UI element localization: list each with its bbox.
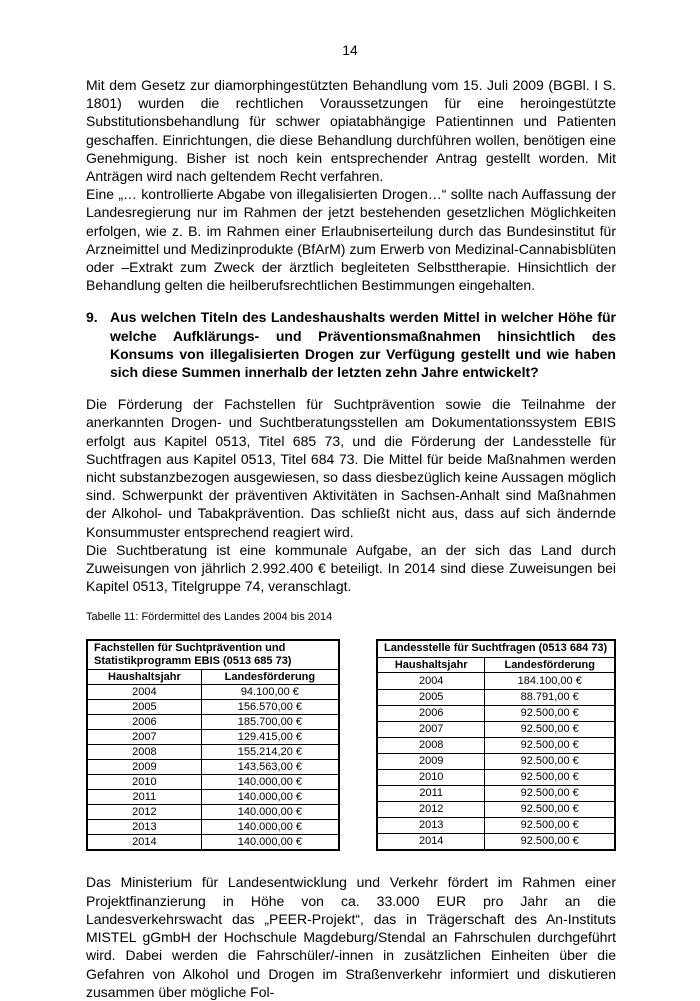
amount-cell: 94.100,00 € bbox=[201, 685, 339, 700]
amount-cell: 92.500,00 € bbox=[485, 802, 615, 818]
table-row bbox=[377, 689, 615, 705]
year-cell: 2009 bbox=[377, 753, 485, 769]
amount-cell: 92.500,00 € bbox=[485, 705, 615, 721]
table-row bbox=[377, 834, 615, 851]
table-row bbox=[377, 721, 615, 737]
year-cell: 2004 bbox=[377, 673, 485, 689]
amount-cell: 184.100,00 € bbox=[485, 673, 615, 689]
page-content bbox=[86, 76, 616, 1001]
year-cell: 2013 bbox=[87, 820, 201, 835]
amount-cell: 140.000,00 € bbox=[201, 775, 339, 790]
amount-cell: 140.000,00 € bbox=[201, 790, 339, 805]
amount-cell: 92.500,00 € bbox=[485, 786, 615, 802]
table-row bbox=[87, 745, 339, 760]
table-prevention-ebis bbox=[86, 639, 340, 851]
amount-cell: 92.500,00 € bbox=[485, 834, 615, 851]
amount-cell: 155.214,20 € bbox=[201, 745, 339, 760]
amount-cell: 129.415,00 € bbox=[201, 730, 339, 745]
year-cell: 2005 bbox=[377, 689, 485, 705]
answer-paragraph-counselling: Die Suchtberatung ist eine kommunale Aufgabe, an der sich das Land durch Zuweisungen von jährlich 2.992.400 € beteiligt. In 2014 sind diese Zuweisungen bei Kapitel 0513, Titelgruppe 74, veranschlagt. bbox=[86, 541, 616, 595]
year-cell: 2004 bbox=[87, 685, 201, 700]
column-header-year: Haushaltsjahr bbox=[87, 670, 201, 685]
amount-cell: 140.000,00 € bbox=[201, 835, 339, 851]
table-row bbox=[87, 685, 339, 700]
year-cell: 2013 bbox=[377, 818, 485, 834]
paragraph-controlled-distribution: Eine „… kontrollierte Abgabe von illegalisierten Drogen…“ sollte nach Auffassung der Landesregierung nur im Rahmen der jetzt bestehenden gesetzlichen Möglichkeiten erfolgen, wie z. B. im Rahmen einer Erlaubniserteilung durch das Bundesinstitut für Arzneimittel und Medizinprodukte (BfArM) zum Erwerb von Medizinal-Cannabisblüten oder –Extrakt zum Zweck der ärztlich begleiteten Selbsttherapie. Hinsichtlich der Behandlung gelten die heilberufsrechtlichen Bestimmungen eingehalten. bbox=[86, 186, 616, 294]
year-cell: 2008 bbox=[87, 745, 201, 760]
table-title: Landesstelle für Suchtfragen (0513 684 73) bbox=[377, 640, 615, 658]
amount-cell: 92.500,00 € bbox=[485, 721, 615, 737]
amount-cell: 88.791,00 € bbox=[485, 689, 615, 705]
table-row bbox=[87, 790, 339, 805]
table-row bbox=[87, 775, 339, 790]
answer-paragraph-funding: Die Förderung der Fachstellen für Suchtprävention sowie die Teilnahme der anerkannten Drogen- und Suchtberatungsstellen am Dokumentationssystem EBIS erfolgt aus Kapitel 0513, Titel 685 73, und die Förderung der Landesstelle für Suchtfragen aus Kapitel 0513, Titel 684 73. Die Mittel für beide Maßnahmen werden nicht substanzbezogen ausgewiesen, so dass diesbezüglich keine Aussagen möglich sind. Schwerpunkt der präventiven Aktivitäten in Sachsen-Anhalt sind Maßnahmen der Alkohol- und Tabakprävention. Das schließt nicht aus, dass auf sich ändernde Konsummuster entsprechend reagiert wird. bbox=[86, 396, 616, 540]
amount-cell: 92.500,00 € bbox=[485, 753, 615, 769]
amount-cell: 140.000,00 € bbox=[201, 805, 339, 820]
table-row bbox=[377, 818, 615, 834]
paragraph-diamorphin-law: Mit dem Gesetz zur diamorphingestützten Behandlung vom 15. Juli 2009 (BGBl. I S. 1801) wurden die rechtlichen Voraussetzungen für eine heroingestützte Substitutionsbehandlung für schwer opiatabhängige Patientinnen und Patienten geschaffen. Einrichtungen, die diese Behandlung durchführen wollen, benötigen eine Genehmigung. Bisher ist noch kein entsprechender Antrag gestellt worden. Mit Anträgen wird nach geltendem Recht verfahren. bbox=[86, 77, 616, 185]
table-row bbox=[87, 730, 339, 745]
year-cell: 2010 bbox=[87, 775, 201, 790]
column-header-amount: Landesförderung bbox=[201, 670, 339, 685]
table-row bbox=[87, 700, 339, 715]
question-number: 9. bbox=[86, 309, 98, 326]
year-cell: 2010 bbox=[377, 769, 485, 785]
amount-cell: 143.563,00 € bbox=[201, 760, 339, 775]
year-cell: 2006 bbox=[377, 705, 485, 721]
table-row bbox=[87, 835, 339, 851]
table-row bbox=[87, 805, 339, 820]
year-cell: 2011 bbox=[377, 786, 485, 802]
amount-cell: 185.700,00 € bbox=[201, 715, 339, 730]
year-cell: 2012 bbox=[87, 805, 201, 820]
amount-cell: 156.570,00 € bbox=[201, 700, 339, 715]
table-row bbox=[87, 820, 339, 835]
year-cell: 2008 bbox=[377, 737, 485, 753]
table-row bbox=[377, 786, 615, 802]
funding-tables bbox=[86, 639, 616, 851]
table-landesstelle bbox=[376, 639, 616, 851]
table-row bbox=[377, 673, 615, 689]
table-row bbox=[377, 705, 615, 721]
paragraph-peer-project: Das Ministerium für Landesentwicklung und Verkehr fördert im Rahmen einer Projektfinanzierung in Höhe von ca. 33.000 EUR pro Jahr an die Landesverkehrswacht das „PEER-Projekt“, das in Trägerschaft des An-Instituts MISTEL gGmbH der Hochschule Magdeburg/Stendal an Fahrschulen durchgeführt wird. Dabei werden die Fahrschüler/-innen in zusätzlichen Einheiten über die Gefahren von Alkohol und Drogen im Straßenverkehr informiert und diskutieren zusammen über mögliche Fol- bbox=[86, 874, 616, 1000]
question-9 bbox=[86, 308, 616, 381]
table-title: Fachstellen für Suchtprävention und Statistikprogramm EBIS (0513 685 73) bbox=[87, 640, 339, 670]
table-row bbox=[87, 760, 339, 775]
year-cell: 2009 bbox=[87, 760, 201, 775]
table-row bbox=[377, 802, 615, 818]
table-row bbox=[377, 737, 615, 753]
table-row bbox=[377, 769, 615, 785]
year-cell: 2012 bbox=[377, 802, 485, 818]
year-cell: 2005 bbox=[87, 700, 201, 715]
amount-cell: 140.000,00 € bbox=[201, 820, 339, 835]
page-number: 14 bbox=[342, 42, 358, 58]
amount-cell: 92.500,00 € bbox=[485, 769, 615, 785]
table-row bbox=[87, 715, 339, 730]
amount-cell: 92.500,00 € bbox=[485, 737, 615, 753]
year-cell: 2011 bbox=[87, 790, 201, 805]
year-cell: 2007 bbox=[377, 721, 485, 737]
table-row bbox=[377, 753, 615, 769]
amount-cell: 92.500,00 € bbox=[485, 818, 615, 834]
year-cell: 2007 bbox=[87, 730, 201, 745]
year-cell: 2014 bbox=[87, 835, 201, 851]
table-caption: Tabelle 11: Fördermittel des Landes 2004 bis 2014 bbox=[86, 611, 333, 624]
question-text: Aus welchen Titeln des Landeshaushalts werden Mittel in welcher Höhe für welche Aufklärungs- und Präventionsmaßnahmen hinsichtlich des Konsums von illegalisierten Drogen zur Verfügung gestellt und wie haben sich diese Summen innerhalb der letzten zehn Jahre entwickelt? bbox=[110, 309, 616, 381]
year-cell: 2006 bbox=[87, 715, 201, 730]
column-header-amount: Landesförderung bbox=[485, 658, 615, 673]
column-header-year: Haushaltsjahr bbox=[377, 658, 485, 673]
year-cell: 2014 bbox=[377, 834, 485, 851]
